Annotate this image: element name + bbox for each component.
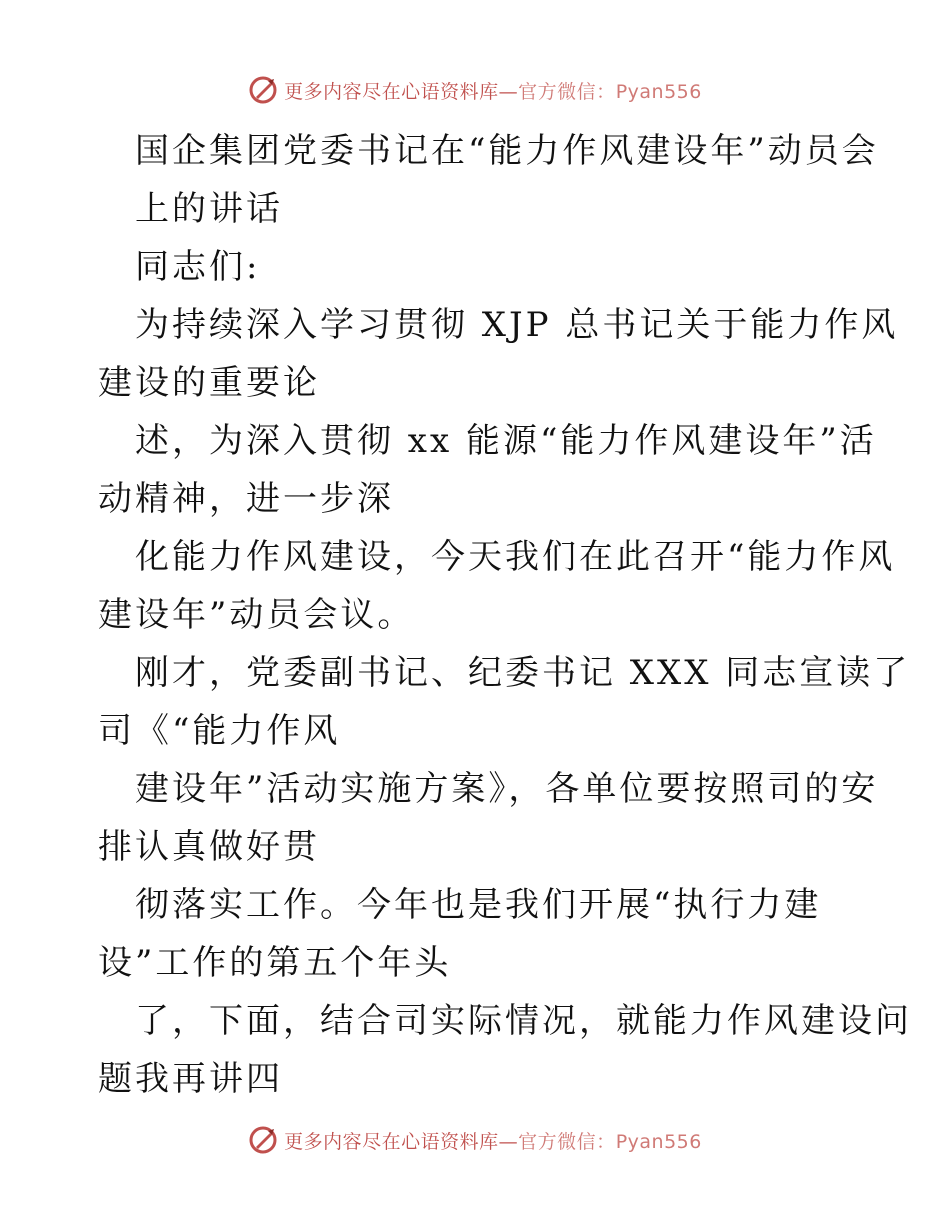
doc-line-6: 述，为深入贯彻 xx 能源“能力作风建设年”活 (135, 421, 877, 461)
doc-line-11: 司《“能力作风 (98, 711, 341, 751)
watermark-banner-bottom (0, 1120, 950, 1160)
quill-logo-icon (248, 75, 278, 105)
doc-line-13: 排认真做好贯 (98, 827, 320, 867)
doc-line-1: 国企集团党委书记在“能力作风建设年”动员会 (135, 131, 879, 171)
doc-line-4: 为持续深入学习贯彻 XJP 总书记关于能力作风 (135, 305, 899, 345)
watermark-text: 更多内容尽在心语资料库—官方微信：Pyan556 (284, 1130, 702, 1153)
doc-line-12: 建设年”活动实施方案》，各单位要按照司的安 (135, 769, 879, 809)
doc-line-17: 题我再讲四 (98, 1059, 283, 1099)
watermark-text: 更多内容尽在心语资料库—官方微信：Pyan556 (284, 80, 702, 103)
doc-line-8: 化能力作风建设，今天我们在此召开“能力作风 (135, 537, 896, 577)
doc-line-3: 同志们: (135, 247, 261, 287)
doc-line-14: 彻落实工作。今年也是我们开展“执行力建 (135, 885, 822, 925)
doc-line-2: 上的讲话 (135, 189, 283, 229)
doc-line-10: 刚才，党委副书记、纪委书记 XXX 同志宣读了 (135, 653, 911, 693)
doc-line-16: 了，下面，结合司实际情况，就能力作风建设问 (135, 1001, 912, 1041)
watermark-banner-top (0, 70, 950, 110)
doc-line-15: 设”工作的第五个年头 (98, 943, 452, 983)
doc-line-9: 建设年”动员会议。 (98, 595, 415, 635)
quill-logo-icon (248, 1125, 278, 1155)
doc-line-5: 建设的重要论 (98, 363, 320, 403)
doc-line-7: 动精神，进一步深 (98, 479, 394, 519)
